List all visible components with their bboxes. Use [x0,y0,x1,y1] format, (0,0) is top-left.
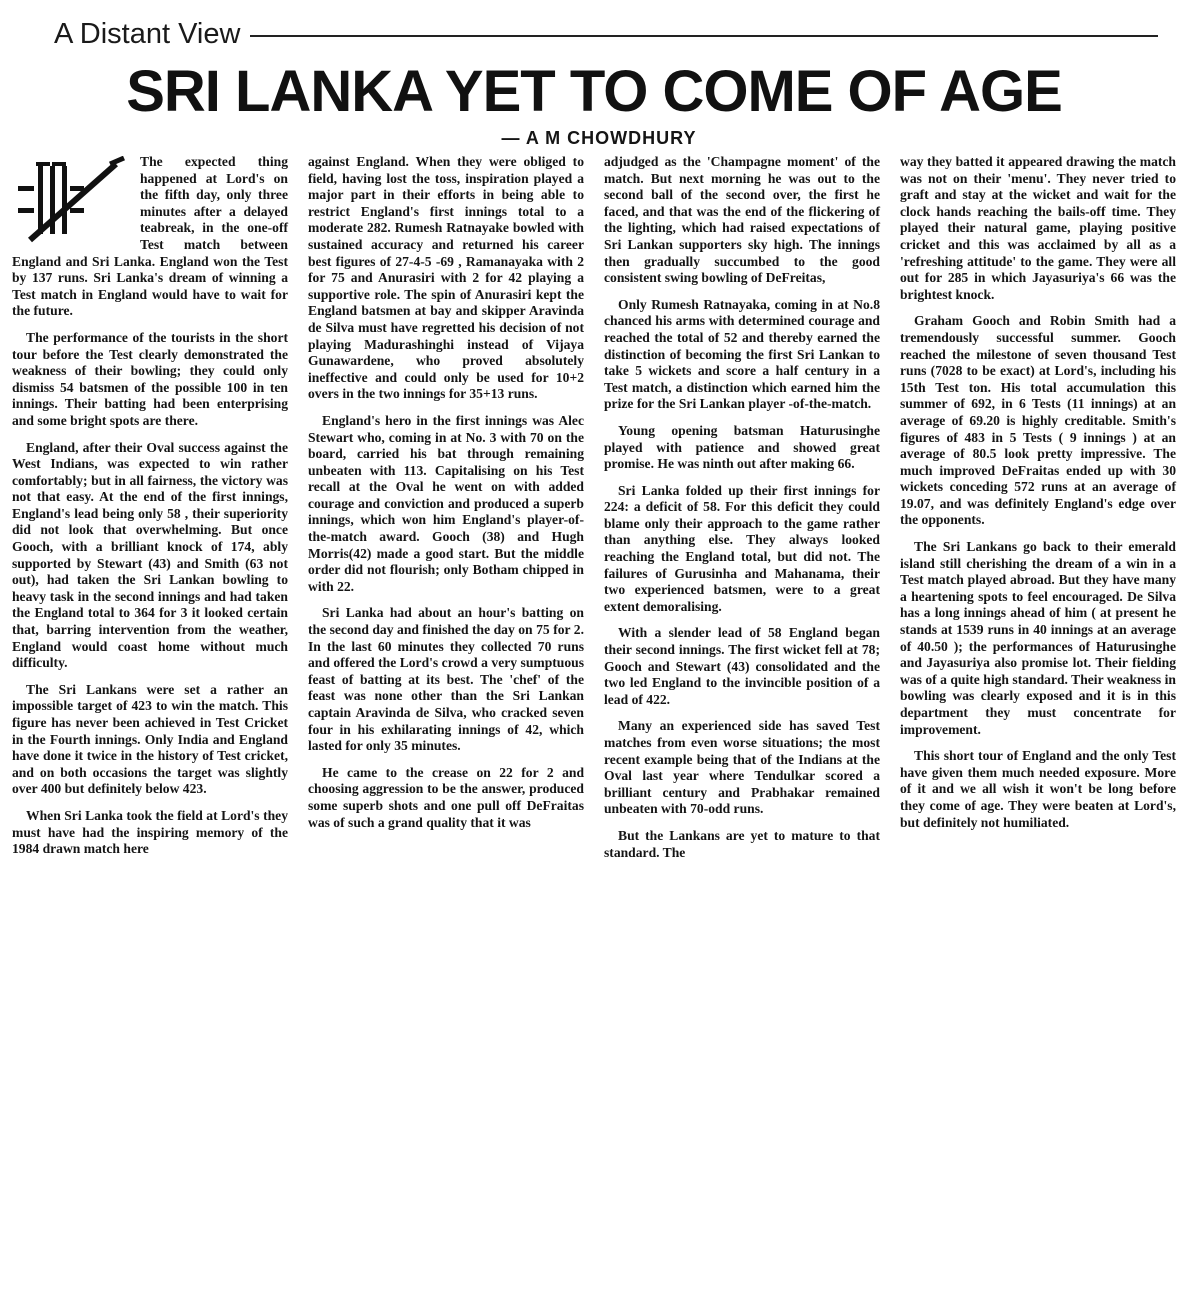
article-columns [12,154,1176,871]
paragraph: Many an experienced side has saved Test matches from even worse situations; the most recent example being that of the Indians at the Oval last year where Tendulkar scored a brilliant century and Prabhakar remained unbeaten with 70-odd runs. [604,718,880,817]
paragraph: England, after their Oval success against the West Indians, was expected to win rather comfortably; but in all fairness, the victory was not that easy. At the end of the first innings, England's lead being only 58 , their superiority did not look that overwhelming. But once Gooch, with a brilliant knock of 174, ably supported by Stewart (43) and Smith (63 not out), had taken the Sri Lankan bowling to heavy task in the second innings and had taken the England total to 364 for 3 it looked certain that, barring intervention from the weather, England would coast home without much difficulty. [12,439,288,671]
paragraph: Sri Lanka had about an hour's batting on the second day and finished the day on 75 for 2. In the last 60 minutes they collected 70 runs and offered the Lord's crowd a very sumptuous feast of batting at its best. The 'chef' of the feast was none other than the Sri Lankan captain Aravinda de Silva, who cracked seven four in his exhilarating innings of 42, which lasted for only 35 minutes. [308,605,584,754]
kicker-row [12,8,1176,60]
paragraph: adjudged as the 'Champagne moment' of the match. But next morning he was out to the second ball of the second over, the first he faced, and that was the end of the flickering of the lighting, which had raised expectations of Sri Lankan supporters sky high. The innings then gradually succumbed to the good consistent swing bowling of DeFreitas, [604,154,880,286]
paragraph: With a slender lead of 58 England began their second innings. The first wicket fell at 78; Gooch and Stewart (43) consolidated and the two led England to the invincible position of a lead of 422. [604,625,880,707]
paragraph: Graham Gooch and Robin Smith had a tremendously successful summer. Gooch reached the milestone of seven thousand Test runs (7028 to be exact) at Lord's, including his 15th Test ton. His total accumulation this summer of 692, in 6 Tests (11 innings) at an average of 69.20 is highly creditable. Smith's figures of 483 in 5 Tests ( 9 innings ) at an average of 80.5 look pretty impressive. The much improved DeFraitas ended up with 30 wickets conceding 572 runs at an average of 19.07, and was definitely England's edge over the opponents. [900,313,1176,528]
kicker-rule [250,35,1158,37]
headline: SRI LANKA YET TO COME OF AGE [126,59,1062,124]
paragraph: Sri Lanka folded up their first innings for 224: a deficit of 58. For this deficit they could blame only their approach to the game rather than anything else. They always looked reaching the England total, but did not. The failures of Gurusinha and Mahanama, their two experienced batsmen, were to a great extent demoralising. [604,482,880,614]
byline: — A M CHOWDHURY [501,128,697,148]
paragraph: Only Rumesh Ratnayaka, coming in at No.8 chanced his arms with determined courage and reached the total of 52 and thereby earned the distinction of becoming the first Sri Lankan to take 5 wickets and score a half century in a Test match, a distinction which earned him the prize for the Sri Lankan player -of-the-match. [604,296,880,412]
paragraph: The performance of the tourists in the short tour before the Test clearly demonstrated the weakness of their bowling; they could only dismiss 54 batsmen of the possible 100 in ten innings. Their batting had been enterprising and some bright spots are there. [12,329,288,428]
paragraph: against England. When they were obliged to field, having lost the toss, inspiration played a major part in their efforts in being able to restrict England's first innings total to a moderate 282. Rumesh Ratnayake bowled with sustained accuracy and returned his career best figures of 27-4-5 -69 , Ramanayaka with 2 for 75 and Anurasiri with 2 for 42 playing a supportive role. The spin of Anurasiri kept the England batsmen at bay and skipper Aravinda de Silva must have regretted his decision of not playing Madurashinghi instead of Vijaya Gunawardene, who proved absolutely ineffective and could only be used for 10+2 overs in the two innings for 35+13 runs. [308,154,584,402]
section-kicker: A Distant View [54,17,241,50]
paragraph: But the Lankans are yet to mature to that standard. The [604,827,880,860]
column-3 [604,154,880,871]
paragraph: When Sri Lanka took the field at Lord's they must have had the inspiring memory of the 1984 drawn match here [12,807,288,857]
column-1 [12,154,288,871]
paragraph: England's hero in the first innings was Alec Stewart who, coming in at No. 3 with 70 on the board, carried his bat through remaining unbeaten with 113. Capitalising on his Test recall at the Oval he went on with added courage and conviction and produced a superb innings, which won him England's player-of-the-match award. Gooch (38) and Hugh Morris(42) made a good start. But the middle order did not flourish; only Botham chipped in with 22. [308,412,584,594]
paragraph: This short tour of England and the only Test have given them much needed exposure. More of it and we all wish it won't be long before they come of age. They were beaten at Lord's, but definitely not humiliated. [900,748,1176,830]
paragraph: He came to the crease on 22 for 2 and choosing aggression to be the answer, produced some superb shots and one pull off DeFraitas was of such a grand quality that it was [308,764,584,830]
paragraph: The Sri Lankans go back to their emerald island still cherishing the dream of a win in a Test match played abroad. But they have many a heartening spots to feel encouraged. De Silva has a long innings ahead of him ( at present he stands at 1539 runs in 40 innings at an average of 40.50 ); the performances of Haturusinghe and Jayasuriya also promise lot. Their fielding was of a quite high standard. Their weakness in bowling was clearly exposed and it is in this department they must concentrate for improvement. [900,539,1176,737]
column-2 [308,154,584,871]
paragraph: The expected thing happened at Lord's on the fifth day, only three minutes after a delayed teabreak, in the one-off Test match between England and Sri Lanka. England won the Test by 137 runs. Sri Lanka's dream of winning a Test match in England would have to wait for the future. [12,154,288,319]
paragraph: way they batted it appeared drawing the match was not on their 'menu'. They never tried to graft and stay at the wicket and wait for the clock hands reaching the bails-off time. They played their natural game, playing positive cricket and this was acclaimed by all as a 'refreshing attitude' to the game. They were all out for 285 in which Jayasuriya's 66 was the brightest knock. [900,154,1176,302]
paragraph: Young opening batsman Haturusinghe played with patience and showed great promise. He was ninth out after making 66. [604,422,880,472]
cricket-stumps-logo-icon [12,156,130,248]
paragraph: The Sri Lankans were set a rather an impossible target of 423 to win the match. This figure has never been achieved in Test Cricket in the Fourth innings. Only India and England have done it twice in the history of Test cricket, and on both occasions the target was slightly over 400 but definitely below 423. [12,681,288,797]
column-4 [900,154,1176,871]
